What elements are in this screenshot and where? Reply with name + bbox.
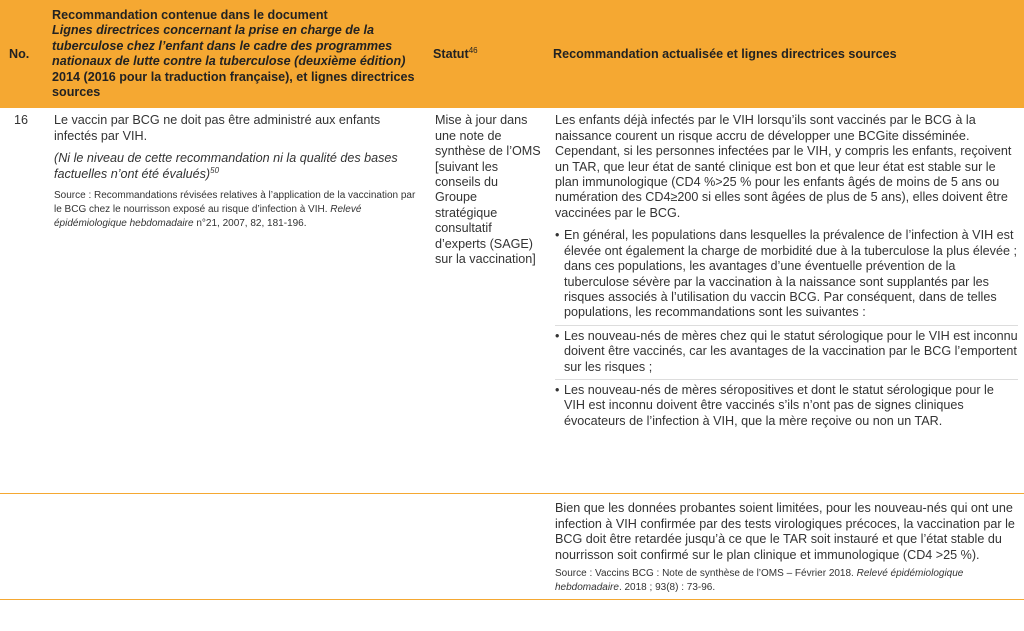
row-updated: [547, 494, 1024, 600]
table-row: [0, 108, 1024, 494]
row-recommendation: [46, 108, 427, 494]
source-journal: Relevé épidémiologique hebdomadaire: [54, 204, 362, 230]
header-rec-line1: Recommandation contenue dans le document: [52, 8, 328, 22]
source-pre: Source : Vaccins BCG : Note de synthèse de l’OMS – Février 2018.: [555, 568, 857, 580]
row-updated: [547, 108, 1024, 494]
header-statut-footnote: 46: [468, 45, 478, 55]
header-updated: Recommandation actualisée et lignes directrices sources: [547, 0, 1024, 108]
bullet-item: [555, 379, 1018, 429]
header-rec-rest: 2014 (2016 pour la traduction française), et lignes directrices sources: [52, 69, 415, 100]
updated-source: [555, 567, 1018, 595]
header-statut: [427, 0, 547, 108]
updated-text: Les enfants déjà infectés par le VIH lorsqu’ils sont vaccinés par le BCG à la naissance courent un risque accru de développer une BCGite disséminée. Cependant, si les personnes infectées par le VIH, y compris les enfants, reçoivent un TAR, que leur état de santé clinique est bon et que leur état est stable sur le plan immunologique (CD4 %>25 % pour les enfants âgés de moins de 5 ans ou numération des CD4≥200 si elles sont âgées de plus de 5 ans), elles doivent être vaccinées par le BCG.: [555, 113, 1012, 220]
updated-text: Bien que les données probantes soient limitées, pour les nouveau-nés qui ont une infection à VIH confirmée par des tests virologiques précoces, la vaccination par le BCG doit être retardée jusqu’à ce que le TAR soit instauré et que l’état stable du nourrisson soit confirmé sur le plan clinique et immunologique (CD4 >25 %).: [555, 501, 1015, 562]
source-journal: Relevé épidémiologique hebdomadaire: [555, 568, 964, 594]
bullet-text: En général, les populations dans lesquelles la prévalence de l’infection à VIH est élevée ont également la charge de morbidité due à la tuberculose la plus élevée ; dans ces populations, les avantages d’une éventuelle prévention de la tuberculose sévère par la vaccination à la naissance sont supplantés par les risques associés à l’utilisation du vaccin BCG. Par conséquent, dans de telles populations, les recommandations sont les suivantes :: [564, 228, 1017, 320]
table-header-row: [0, 0, 1024, 108]
note-text: (Ni le niveau de cette recommandation ni la qualité des bases factuelles n’ont été évalués): [54, 151, 398, 181]
header-statut-label: Statut: [433, 46, 469, 61]
header-recommendation: [46, 0, 427, 108]
bullet-item: [555, 325, 1018, 375]
bullet-text: Les nouveau-nés de mères chez qui le statut sérologique pour le VIH est inconnu doivent être vaccinés, car les avantages de la vaccination par le BCG l’emportent sur les risques ;: [564, 328, 1018, 374]
bullet-glyph: •: [555, 228, 560, 243]
recommendation-note: [54, 151, 421, 182]
table-row: [0, 494, 1024, 600]
row-statut-empty: [427, 494, 547, 600]
recommendation-source: [54, 189, 421, 231]
bullet-item: [555, 225, 1018, 320]
source-post: . 2018 ; 93(8) : 73-96.: [618, 582, 716, 594]
row-number: 16: [0, 108, 46, 494]
bullet-glyph: •: [555, 328, 560, 343]
note-footnote: 50: [210, 165, 220, 175]
bullet-text: Les nouveau-nés de mères séropositives et dont le statut sérologique pour le VIH est inconnu doivent être vaccinés s’ils n’ont pas de signes cliniques évocateurs de l’infection à VIH, que la mère reçoive ou non un TAR.: [564, 382, 994, 428]
row-recommendation-empty: [46, 494, 427, 600]
row-statut: Mise à jour dans une note de synthèse de l’OMS [suivant les conseils du Groupe stratégique consultatif d’experts (SAGE) sur la vaccination]: [427, 108, 547, 494]
source-post: n°21, 2007, 82, 181-196.: [193, 218, 307, 230]
row-number-empty: [0, 494, 46, 600]
bullet-glyph: •: [555, 382, 560, 397]
source-pre: Source : Recommandations révisées relatives à l’application de la vaccination par le BCG chez le nourrisson exposé au risque d’infection à VIH.: [54, 190, 416, 216]
header-no: No.: [0, 0, 46, 108]
header-rec-title: Lignes directrices concernant la prise en charge de la tuberculose chez l’enfant dans le cadre des programmes nationaux de lutte contre la tuberculose (deuxième édition): [52, 23, 406, 69]
recommendation-text: Le vaccin par BCG ne doit pas être administré aux enfants infectés par VIH.: [54, 113, 381, 143]
